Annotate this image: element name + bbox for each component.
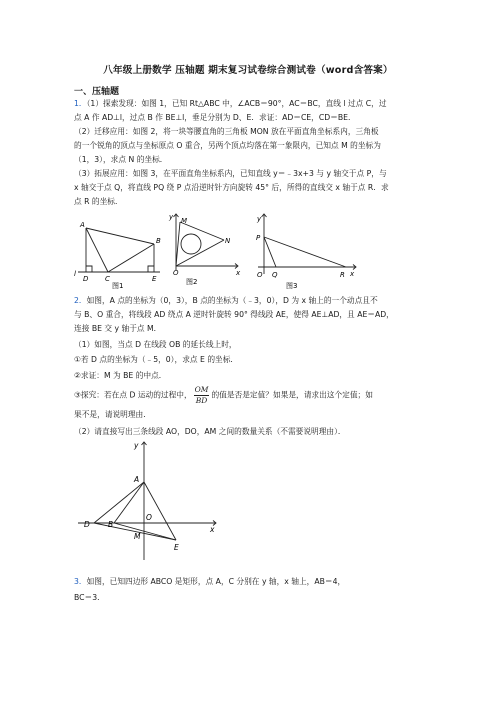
fig1-label-l: l <box>74 270 76 278</box>
figq2-label-x: x <box>210 525 215 534</box>
figq2-label-m: M <box>134 532 141 541</box>
document-title: 八年级上册数学 压轴题 期末复习试卷综合测试卷（word含答案） <box>103 65 393 76</box>
q2-line-9: （2）请直接写出三条线段 AO，DO，AM 之间的数量关系（不需要说明理由）． <box>74 427 346 436</box>
fig1-caption: 图1 <box>112 282 124 290</box>
q1-line-5: （1，3），求点 N 的坐标． <box>74 155 168 164</box>
fig3-label-x: x <box>350 270 355 278</box>
q2-line-4: （1）如图，当点 D 在线段 OB 的延长线上时， <box>74 340 237 349</box>
figure-1 <box>72 214 164 290</box>
fig3-label-p: P <box>256 234 261 242</box>
figure-3 <box>254 212 358 292</box>
q2-line-8: 果不是，请说明理由． <box>74 410 151 419</box>
q2-number: 2． <box>74 296 87 305</box>
fig2-label-o: O <box>173 269 179 277</box>
q1-number: 1． <box>74 99 87 108</box>
q1-line-6: （3）拓展应用：如图 3，在平面直角坐标系内，已知直线 y＝﹣3x+3 与 y 轴交于点 P，与 <box>74 169 387 178</box>
figure-q2 <box>74 438 220 562</box>
fig1-label-b: B <box>156 237 161 245</box>
figq2-label-d: D <box>84 520 90 529</box>
fig1-label-e: E <box>152 275 157 283</box>
fig2-label-n: N <box>225 237 231 245</box>
fig2-label-m: M <box>181 217 188 225</box>
fig2-label-x: x <box>236 269 241 277</box>
q2-line-1: 2．如图，A 点的坐标为（0，3），B 点的坐标为（﹣3，0），D 为 x 轴上的一个动点且不 <box>74 296 378 305</box>
fig1-label-c: C <box>105 275 110 283</box>
figq2-label-e: E <box>174 543 179 552</box>
q2-line-3: 连接 BE 交 y 轴于点 M． <box>74 324 162 333</box>
q2-line-6: ②求证：M 为 BE 的中点． <box>74 371 167 380</box>
fig3-label-o: O <box>257 271 263 279</box>
fig3-caption: 图3 <box>286 282 298 290</box>
fig2-caption: 图2 <box>186 278 198 286</box>
figq2-label-y: y <box>134 441 139 450</box>
fig3-label-y: y <box>257 215 262 223</box>
q1-line-8: 点 R 的坐标． <box>74 197 123 206</box>
q1-line-4: 的一个锐角的顶点与坐标原点 O 重合，另两个顶点均落在第一象限内，已知点 M 的坐标为 <box>74 141 381 150</box>
q3-number: 3． <box>74 577 87 586</box>
q2-line-7: ③探究：若在点 D 运动的过程中， $\frac{OM}{BD}$ 的值是否是定值？如果是，请求出这个定值；如 <box>74 385 373 405</box>
fig1-label-d: D <box>83 275 89 283</box>
figq2-label-a: A <box>134 475 140 484</box>
section-heading: 一、压轴题 <box>74 87 120 97</box>
fig3-label-r: R <box>340 271 345 279</box>
figq2-label-b: B <box>108 520 114 529</box>
q1-line-2: 点 A 作 AD⊥l，过点 B 作 BE⊥l，垂足分别为 D、E．求证：AD＝CE，CD＝BE． <box>74 113 356 122</box>
q2-fraction-om-bd: $\frac{OM}{BD}$ <box>194 385 209 405</box>
q1-line-7: x 轴交于点 Q，将直线 PQ 绕 P 点沿逆时针方向旋转 45° 后，所得的直线交 x 轴于点 R．求 <box>74 183 389 192</box>
fig3-label-q: Q <box>272 271 278 279</box>
figq2-label-o: O <box>146 513 152 522</box>
q2-line-2: 与 B、O 重合，将线段 AD 绕点 A 逆时针旋转 90° 得线段 AE，使得 AE⊥AD，且 AE＝AD， <box>74 310 394 319</box>
q1-line-3: （2）迁移应用：如图 2，将一块等腰直角的三角板 MON 放在平面直角坐标系内，三角板 <box>74 127 379 136</box>
q2-line-5: ①若 D 点的坐标为（﹣5，0），求点 E 的坐标． <box>74 355 239 364</box>
q1-line-1: 1．（1）探索发现：如图 1，已知 Rt△ABC 中，∠ACB＝90°，AC＝BC，直线 l 过点 C，过 <box>74 99 387 108</box>
q3-line-1: 3．如图，已知四边形 ABCO 是矩形，点 A，C 分别在 y 轴，x 轴上，AB＝4， <box>74 577 346 586</box>
fig2-label-y: y <box>169 213 174 221</box>
figure-2 <box>166 212 246 290</box>
fig1-label-a: A <box>80 221 85 229</box>
q3-line-2: BC＝3． <box>74 593 105 602</box>
